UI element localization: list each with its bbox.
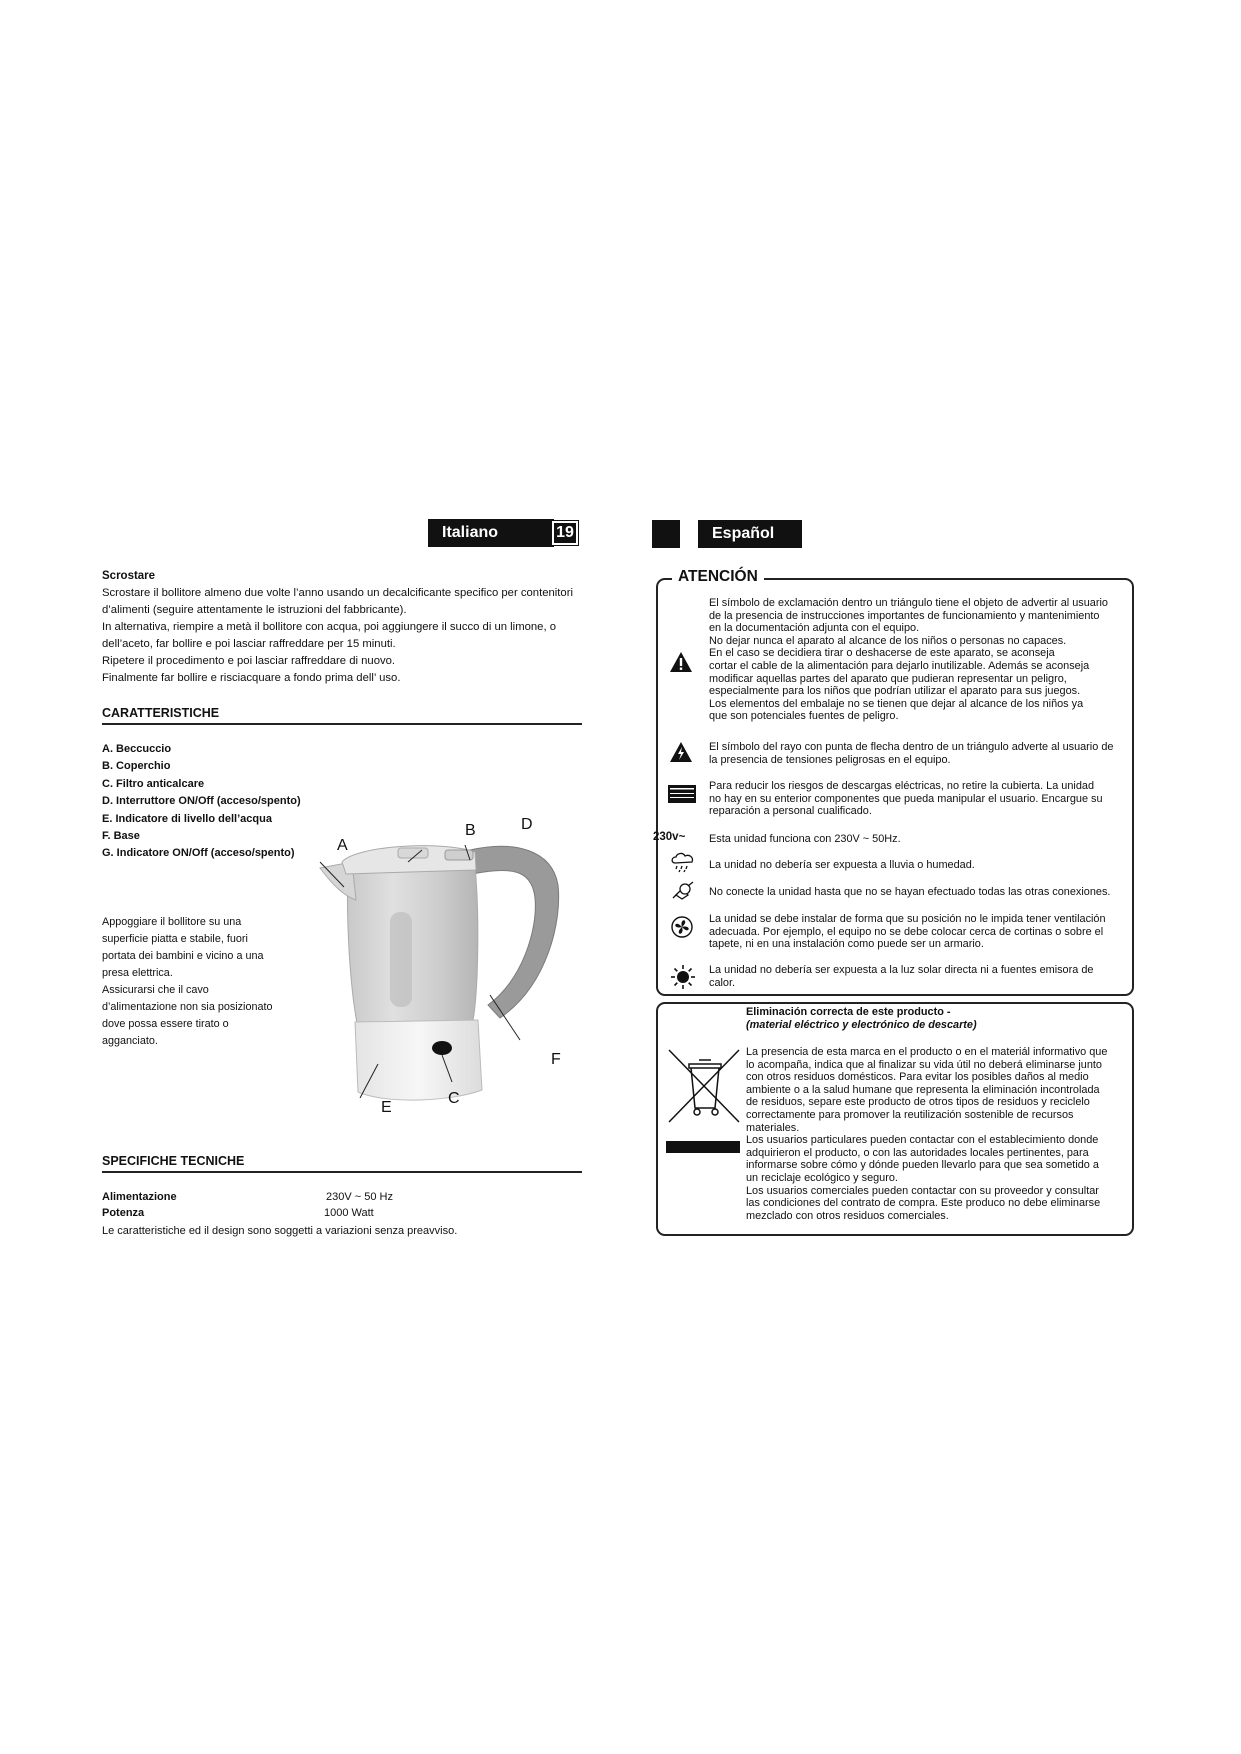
part-item: D. Interruttore ON/Off (acceso/spento)	[102, 795, 301, 808]
sun-line: La unidad no debería ser expuesta a la luz solar directa ni a fuentes emisora de	[709, 964, 1094, 976]
page-number-text: 19	[556, 524, 574, 541]
warning-line: cortar el cable de la alimentación para dejarlo inutilizable. Además se aconseja	[709, 659, 1090, 672]
disposal-line: La presencia de esta marca en el producto o en el materiál informativo que	[746, 1046, 1108, 1058]
features-title: CARATTERISTICHE	[102, 706, 220, 720]
sun-line: calor.	[709, 976, 736, 989]
lightning-text	[709, 741, 1139, 766]
disposal-line: adquirieron el producto, o con las autoridades locales pertinentes, para	[746, 1146, 1089, 1159]
lightning-line: la presencia de tensiones peligrosas en el equipo.	[709, 753, 951, 766]
warning-line: especialmente para los niños que podrían utilizar el aparato para sus juegos.	[709, 685, 1081, 698]
diagram-label-b: B	[465, 822, 476, 839]
disposal-line: correctamente para promover la reutilización sostenible de recursos	[746, 1108, 1074, 1121]
placement-line: dove possa essere tirato o	[102, 1018, 229, 1030]
page-number	[552, 521, 578, 545]
part-item: B. Coperchio	[102, 760, 171, 773]
ventilation-line: La unidad se debe instalar de forma que su posición no le impida tener ventilación	[709, 913, 1106, 925]
disposal-black-bar	[666, 1141, 740, 1153]
attention-title-wrap	[672, 568, 764, 586]
placement-text	[102, 914, 302, 1050]
disposal-line: materiales.	[746, 1121, 800, 1134]
spec-value: 1000 Watt	[324, 1207, 374, 1219]
plug-icon	[670, 879, 696, 901]
disposal-line: informarse sobre cómo y dónde pueden llevarlo para que sea sometido a	[746, 1159, 1099, 1172]
caution-label-icon	[668, 785, 696, 803]
diagram-label-f: F	[551, 1051, 561, 1068]
cover-text	[709, 780, 1139, 818]
disposal-line: las condiciones del contrato de compra. Este produco no debe eliminarse	[746, 1197, 1101, 1210]
part-item: E. Indicatore di livello dell’acqua	[102, 812, 272, 825]
descale-line: In alternativa, riempire a metà il bollitore con acqua, poi aggiungere il succo di un limone, o	[102, 621, 557, 633]
cover-line: reparación a personal cualificado.	[709, 805, 872, 818]
warning-line: En el caso se decidiera tirar o deshacerse de este aparato, se aconseja	[709, 647, 1055, 660]
diagram-label-a: A	[337, 837, 348, 854]
sun-text	[709, 964, 1139, 989]
voltage-symbol: 230v~	[653, 831, 686, 843]
disposal-line: Los usuarios comerciales pueden contactar con su proveedor y consultar	[746, 1184, 1099, 1197]
lightning-triangle-icon	[669, 741, 693, 763]
descale-title: Scrostare	[102, 570, 156, 582]
espanol-label	[698, 520, 802, 548]
diagram-label-d: D	[521, 816, 533, 833]
placement-line: superficie piatta e stabile, fuori	[102, 933, 248, 945]
exclamation-triangle-icon	[669, 651, 693, 673]
spec-value: 230V ~ 50 Hz	[326, 1191, 393, 1203]
disposal-line: un reciclaje ecológico y seguro.	[746, 1171, 898, 1184]
italiano-label	[428, 519, 554, 547]
disposal-line: mezclado con otros residuos comerciales.	[746, 1209, 949, 1222]
part-item: G. Indicatore ON/Off (acceso/spento)	[102, 847, 295, 860]
espanol-text: Español	[712, 525, 775, 542]
spec-label: Alimentazione	[102, 1191, 177, 1203]
placement-line: presa elettrica.	[102, 967, 173, 979]
placement-line: agganciato.	[102, 1035, 158, 1047]
ventilation-text	[709, 913, 1139, 951]
placement-line: portata dei bambini e vicino a una	[102, 950, 264, 962]
diagram-label-c: C	[448, 1090, 460, 1107]
part-item: C. Filtro anticalcare	[102, 777, 205, 790]
descale-section	[102, 568, 602, 687]
features-rule	[102, 723, 582, 725]
lightning-line: El símbolo del rayo con punta de flecha dentro de un triángulo adverte al usuario de	[709, 741, 1114, 753]
specs-rule	[102, 1171, 582, 1173]
disposal-line: lo acompaña, indica que al finalizar su vida útil no deberá eliminarse junto	[746, 1058, 1102, 1071]
disposal-title: Eliminación correcta de este producto -	[746, 1006, 951, 1018]
italiano-text: Italiano	[442, 524, 499, 541]
descale-line: Ripetere il procedimento e poi lasciar raffreddare di nuovo.	[102, 655, 396, 667]
warning-text	[709, 597, 1139, 723]
part-item: A. Beccuccio	[102, 743, 172, 755]
disposal-line: de residuos, separe este producto de otros tipos de residuos y reciclelo	[746, 1096, 1090, 1109]
voltage-text: Esta unidad funciona con 230V ~ 50Hz.	[709, 833, 901, 845]
spec-label: Potenza	[102, 1207, 145, 1219]
specs-note: Le caratteristiche ed il design sono soggetti a variazioni senza preavviso.	[102, 1225, 458, 1237]
cover-line: Para reducir los riesgos de descargas eléctricas, no retire la cubierta. La unidad	[709, 780, 1095, 792]
connect-text: No conecte la unidad hasta que no se hayan efectuado todas las otras conexiones.	[709, 886, 1111, 898]
descale-line: Finalmente far bollire e risciacquare a fondo prima dell’ uso.	[102, 672, 401, 684]
ventilation-line: adecuada. Por ejemplo, el equipo no se debe colocar cerca de cortinas o sobre el	[709, 925, 1104, 938]
rain-icon	[670, 851, 696, 873]
descale-line: d’alimenti (seguire attentamente le istruzioni del fabbricante).	[102, 604, 407, 616]
warning-line: en la documentación adjunta con el equipo.	[709, 622, 920, 635]
diagram-label-e: E	[381, 1099, 392, 1116]
descale-line: Scrostare il bollitore almeno due volte l’anno usando un decalcificante specifico per contenitori	[102, 587, 573, 599]
crossed-bin-icon	[665, 1046, 745, 1126]
part-item: F. Base	[102, 830, 140, 843]
specs-title: SPECIFICHE TECNICHE	[102, 1154, 245, 1168]
placement-line: Assicurarsi che il cavo	[102, 984, 209, 996]
cover-line: no hay en su enterior componentes que pueda manipular el usuario. Encargue su	[709, 792, 1103, 805]
warning-line: modificar aquellas partes del aparato que pudieran representar un peligro,	[709, 672, 1067, 685]
warning-line: El símbolo de exclamación dentro un triángulo tiene el objeto de advertir al usuario	[709, 597, 1108, 609]
ventilation-line: tapete, ni en una instalación como puede ser un armario.	[709, 938, 984, 951]
warning-line: de la presencia de instrucciones importantes de funcionamiento y mantenimiento	[709, 609, 1100, 622]
ventilation-icon	[670, 915, 694, 939]
disposal-subtitle: (material eléctrico y electrónico de descarte)	[746, 1019, 977, 1031]
warning-line: No dejar nunca el aparato al alcance de los niños o personas no capaces.	[709, 634, 1067, 647]
rain-text: La unidad no debería ser expuesta a lluvia o humedad.	[709, 859, 975, 871]
disposal-line: con otros residuos domésticos. Para evitar los posibles daños al medio	[746, 1071, 1089, 1084]
warning-line: Los elementos del embalaje no se tienen que dejar al alcance de los niños ya	[709, 697, 1084, 710]
attention-title: ATENCIÓN	[678, 568, 758, 585]
black-square	[652, 520, 680, 548]
placement-line: d’alimentazione non sia posizionato	[102, 1001, 273, 1013]
disposal-line: ambiente o a la salud humane que representa la eliminación incontrolada	[746, 1083, 1100, 1096]
disposal-line: Los usuarios particulares pueden contactar con el establecimiento donde	[746, 1134, 1099, 1147]
sun-icon	[670, 964, 696, 990]
disposal-text	[746, 1046, 1141, 1222]
placement-line: Appoggiare il bollitore su una	[102, 916, 242, 928]
descale-line: dell’aceto, far bollire e poi lasciar raffreddare per 15 minuti.	[102, 638, 396, 650]
warning-line: que son potenciales fuentes de peligro.	[709, 710, 899, 723]
